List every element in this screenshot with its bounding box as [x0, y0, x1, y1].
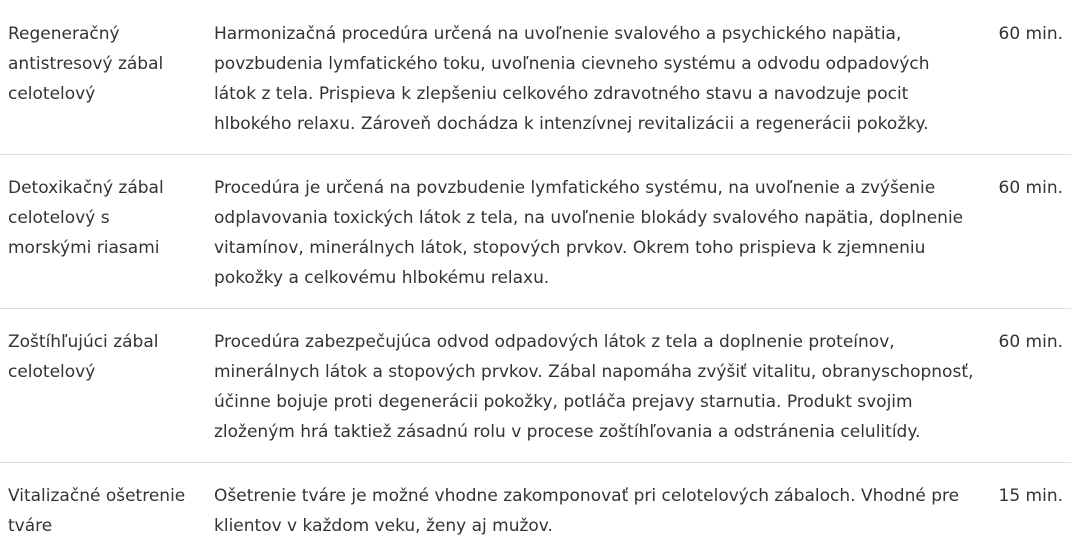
treatment-name: Zoštíhľujúci zábal celotelový	[0, 309, 196, 463]
table-row	[0, 309, 1071, 463]
table-row	[0, 463, 1071, 556]
treatment-duration: 60 min.	[982, 155, 1071, 309]
treatment-name: Vitalizačné ošetrenie tváre	[0, 463, 196, 556]
treatment-name: Regeneračný antistresový zábal celotelový	[0, 0, 196, 155]
treatment-description: Ošetrenie tváre je možné vhodne zakomponovať pri celotelových zábaloch. Vhodné pre klientov v každom veku, ženy aj mužov.	[196, 463, 982, 556]
treatment-description: Procedúra je určená na povzbudenie lymfatického systému, na uvoľnenie a zvýšenie odplavovania toxických látok z tela, na uvoľnenie blokády svalového napätia, doplnenie vitamínov, minerálnych látok, stopových prvkov. Okrem toho prispieva k zjemneniu pokožky a celkovému hlbokému relaxu.	[196, 155, 982, 309]
treatment-duration: 15 min.	[982, 463, 1071, 556]
table-row	[0, 155, 1071, 309]
treatment-duration: 60 min.	[982, 309, 1071, 463]
treatment-description: Procedúra zabezpečujúca odvod odpadových látok z tela a doplnenie proteínov, minerálnych látok a stopových prvkov. Zábal napomáha zvýšiť vitalitu, obranyschopnosť, účinne bojuje proti degenerácii pokožky, potláča prejavy starnutia. Produkt svojim zloženým hrá taktiež zásadnú rolu v procese zoštíhľovania a odstránenia celulitídy.	[196, 309, 982, 463]
table-row	[0, 0, 1071, 155]
treatment-description: Harmonizačná procedúra určená na uvoľnenie svalového a psychického napätia, povzbudenia lymfatického toku, uvoľnenia cievneho systému a odvodu odpadových látok z tela. Prispieva k zlepšeniu celkového zdravotného stavu a navodzuje pocit hlbokého relaxu. Zároveň dochádza k intenzívnej revitalizácii a regenerácii pokožky.	[196, 0, 982, 155]
treatment-name: Detoxikačný zábal celotelový s morskými riasami	[0, 155, 196, 309]
treatment-duration: 60 min.	[982, 0, 1071, 155]
